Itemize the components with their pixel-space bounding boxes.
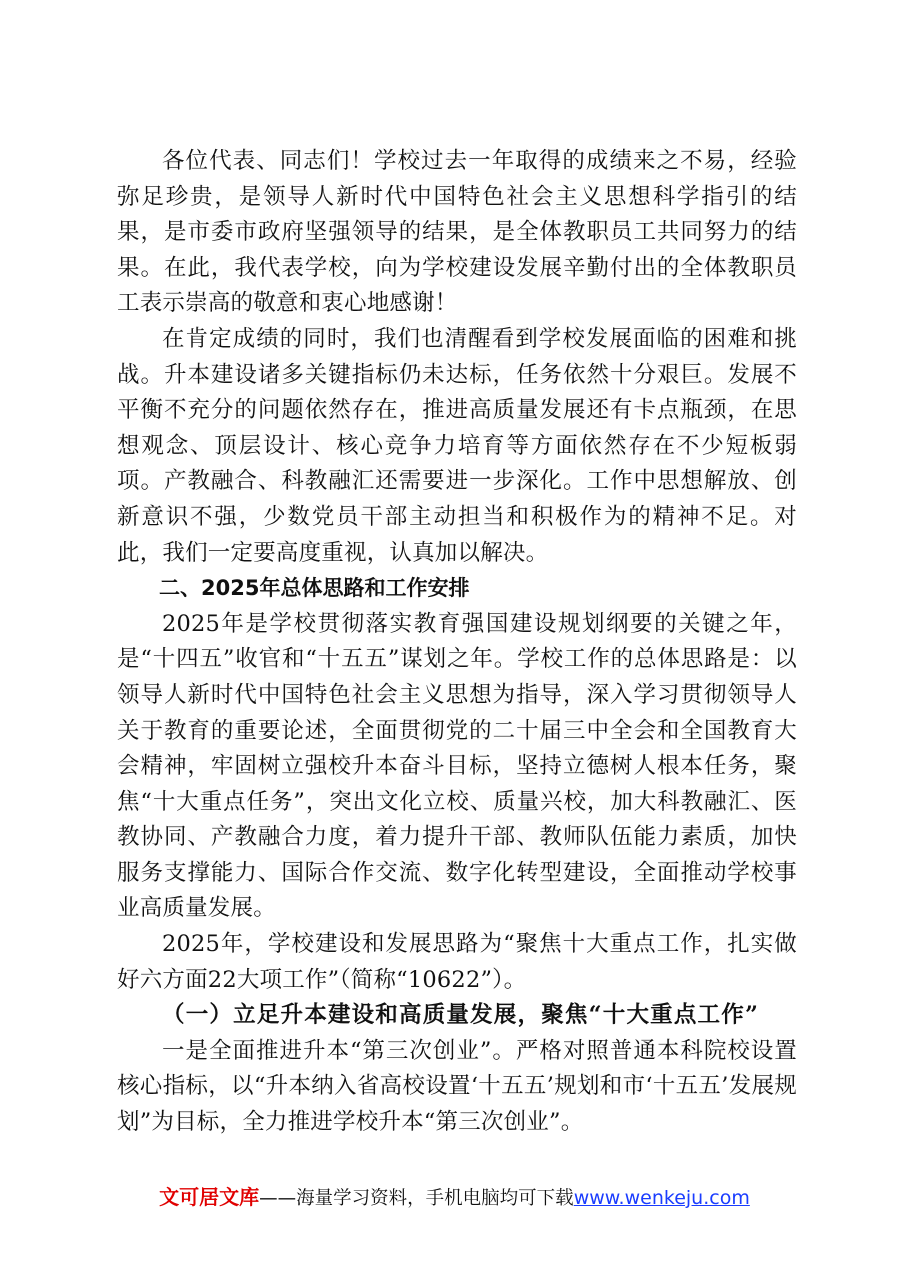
footer-brand: 文可居文库 xyxy=(159,1185,260,1209)
paragraph-thanks: 各位代表、同志们！学校过去一年取得的成绩来之不易，经验弥足珍贵，是领导人新时代中国特色社会主义思想科学指引的结果，是市委市政府坚强领导的结果，是全体教职员工共同努力的结果。在此，我代表学校，向为学校建设发展辛勤付出的全体教职员工表示崇高的敬意和衷心地感谢！ xyxy=(117,148,797,317)
paragraph-10622: 2025年，学校建设和发展思路为“聚焦十大重点工作，扎实做好六方面22大项工作”（简称“10622”）。 xyxy=(117,931,797,993)
footer-slogan: 海量学习资料，手机电脑均可下载 xyxy=(296,1188,574,1209)
footer-url-link[interactable]: www.wenkeju.com xyxy=(573,1187,750,1209)
footer-banner xyxy=(0,1183,909,1213)
subsection-heading-ten-key-tasks: （一）立足升本建设和高质量发展，聚焦“十大重点工作” xyxy=(162,1002,760,1029)
paragraph-overall-thinking: 2025年是学校贯彻落实教育强国建设规划纲要的关键之年，是“十四五”收官和“十五五”谋划之年。学校工作的总体思路是：以领导人新时代中国特色社会主义思想为指导，深入学习贯彻领导人关于教育的重要论述，全面贯彻党的二十届三中全会和全国教育大会精神，牢固树立强校升本奋斗目标，坚持立德树人根本任务，聚焦“十大重点任务”，突出文化立校、质量兴校，加大科教融汇、医教协同、产教融合力度，着力提升干部、教师队伍能力素质，加快服务支撑能力、国际合作交流、数字化转型建设，全面推动学校事业高质量发展。 xyxy=(117,610,797,922)
paragraph-challenges: 在肯定成绩的同时，我们也清醒看到学校发展面临的困难和挑战。升本建设诸多关键指标仍未达标，任务依然十分艰巨。发展不平衡不充分的问题依然存在，推进高质量发展还有卡点瓶颈，在思想观念、顶层设计、核心竞争力培育等方面依然存在不少短板弱项。产教融合、科教融汇还需要进一步深化。工作中思想解放、创新意识不强，少数党员干部主动担当和积极作为的精神不足。对此，我们一定要高度重视，认真加以解决。 xyxy=(117,325,797,566)
footer-separator: —— xyxy=(259,1188,297,1209)
section-heading-2025-plan: 二、2025年总体思路和工作安排 xyxy=(159,576,470,601)
document-body xyxy=(117,144,797,1141)
paragraph-third-venture: 一是全面推进升本“第三次创业”。严格对照普通本科院校设置核心指标，以“升本纳入省高校设置‘十五五’规划和市‘十五五’发展规划”为目标，全力推进学校升本“第三次创业”。 xyxy=(117,1037,797,1136)
